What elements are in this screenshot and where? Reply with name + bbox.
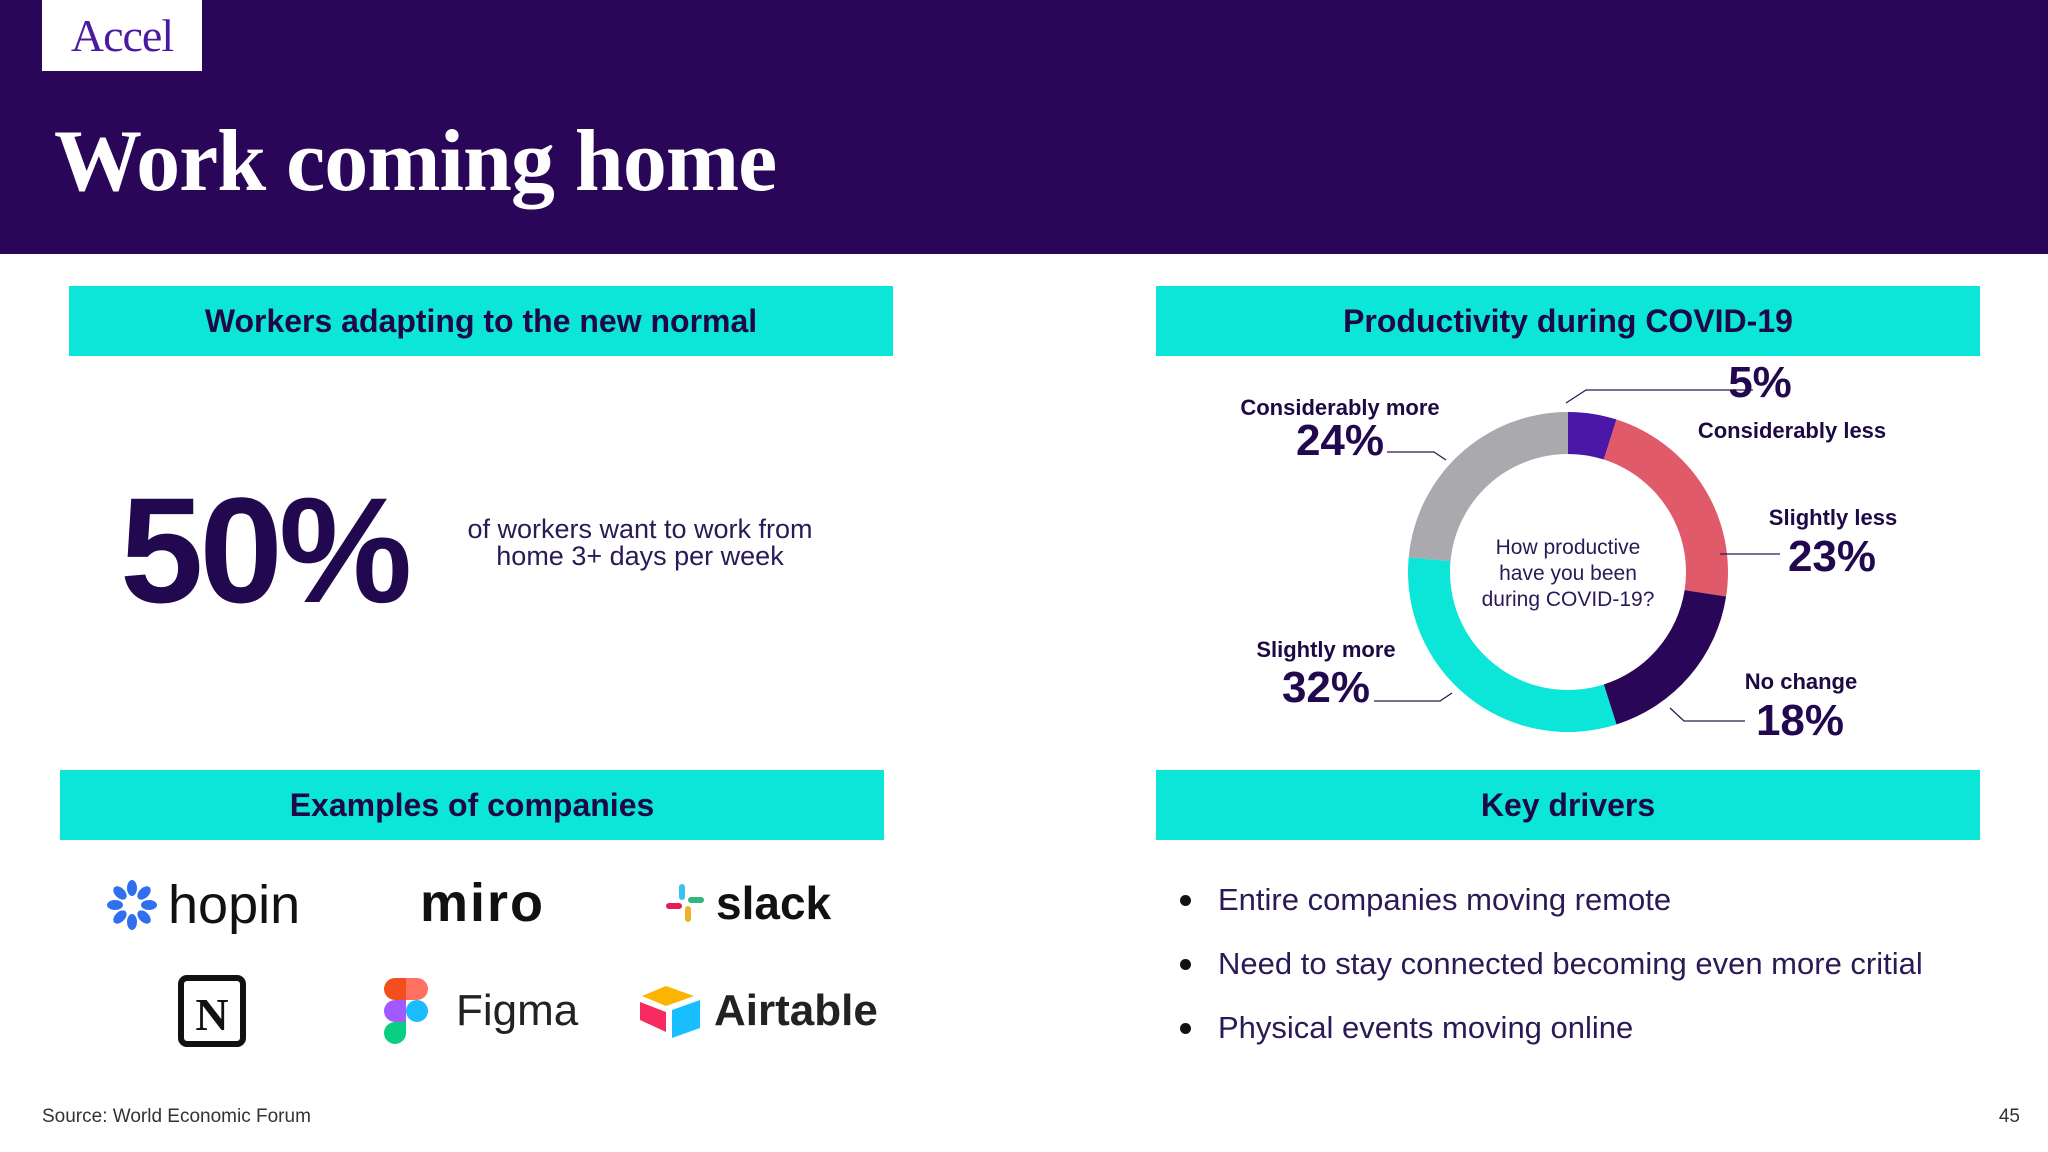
notion-logo <box>175 974 249 1050</box>
page-number: 45 <box>1998 1106 2020 1127</box>
value-label: 32% <box>1281 663 1371 712</box>
miro-logo <box>420 873 546 933</box>
stat-value: 50% <box>120 466 409 634</box>
slack-name: slack <box>716 877 832 929</box>
notion-glyph: N <box>195 989 229 1040</box>
productivity-chart <box>1150 355 1980 760</box>
donut-center-text: have you been <box>1499 562 1637 585</box>
figma-icon <box>384 978 428 1044</box>
leader-line <box>1566 390 1753 403</box>
section-header-drivers: Key drivers <box>1156 770 1980 840</box>
section-header-workers: Workers adapting to the new normal <box>69 286 893 356</box>
hopin-name: hopin <box>168 875 301 935</box>
leader-line <box>1387 452 1446 460</box>
donut-chart-svg <box>1150 355 1980 755</box>
airtable-name: Airtable <box>714 986 878 1035</box>
category-label: Considerably more <box>1240 395 1440 420</box>
stat-line-1: of workers want to work from <box>467 514 813 544</box>
header-bar <box>0 0 2048 254</box>
notion-icon <box>175 974 249 1050</box>
key-drivers-list <box>1178 880 1923 1072</box>
hopin-icon <box>106 879 158 931</box>
category-label: Slightly less <box>1768 505 1898 530</box>
stat-line-2: home 3+ days per week <box>496 541 784 571</box>
leader-line <box>1374 693 1452 701</box>
driver-item: Need to stay connected becoming even more critial <box>1178 944 1923 1008</box>
category-label: Slightly more <box>1256 637 1396 662</box>
donut-center-text: during COVID-19? <box>1481 588 1655 611</box>
section-header-companies: Examples of companies <box>60 770 884 840</box>
logo-text: Accel <box>70 10 174 61</box>
accel-logo <box>42 0 202 71</box>
airtable-logo <box>638 984 878 1038</box>
miro-name: miro <box>420 873 546 933</box>
page-title: Work coming home <box>54 113 777 210</box>
driver-item: Physical events moving online <box>1178 1008 1923 1072</box>
figma-name: Figma <box>456 986 579 1035</box>
figma-logo <box>384 978 578 1044</box>
stat-description <box>440 516 840 570</box>
driver-item: Entire companies moving remote <box>1178 880 1923 944</box>
category-label: Considerably less <box>1697 418 1887 443</box>
slack-logo <box>664 877 832 929</box>
section-header-productivity: Productivity during COVID-19 <box>1156 286 1980 356</box>
slack-icon <box>664 882 706 924</box>
value-label: 18% <box>1755 696 1845 745</box>
donut-center-text: How productive <box>1495 536 1641 559</box>
category-label: No change <box>1744 669 1858 694</box>
airtable-icon <box>638 984 704 1038</box>
value-label: 23% <box>1787 532 1877 581</box>
value-label: 24% <box>1295 416 1385 465</box>
source-note: Source: World Economic Forum <box>42 1106 311 1127</box>
leader-line <box>1670 708 1745 721</box>
value-label: 5% <box>1728 358 1792 407</box>
hopin-logo <box>106 875 301 935</box>
